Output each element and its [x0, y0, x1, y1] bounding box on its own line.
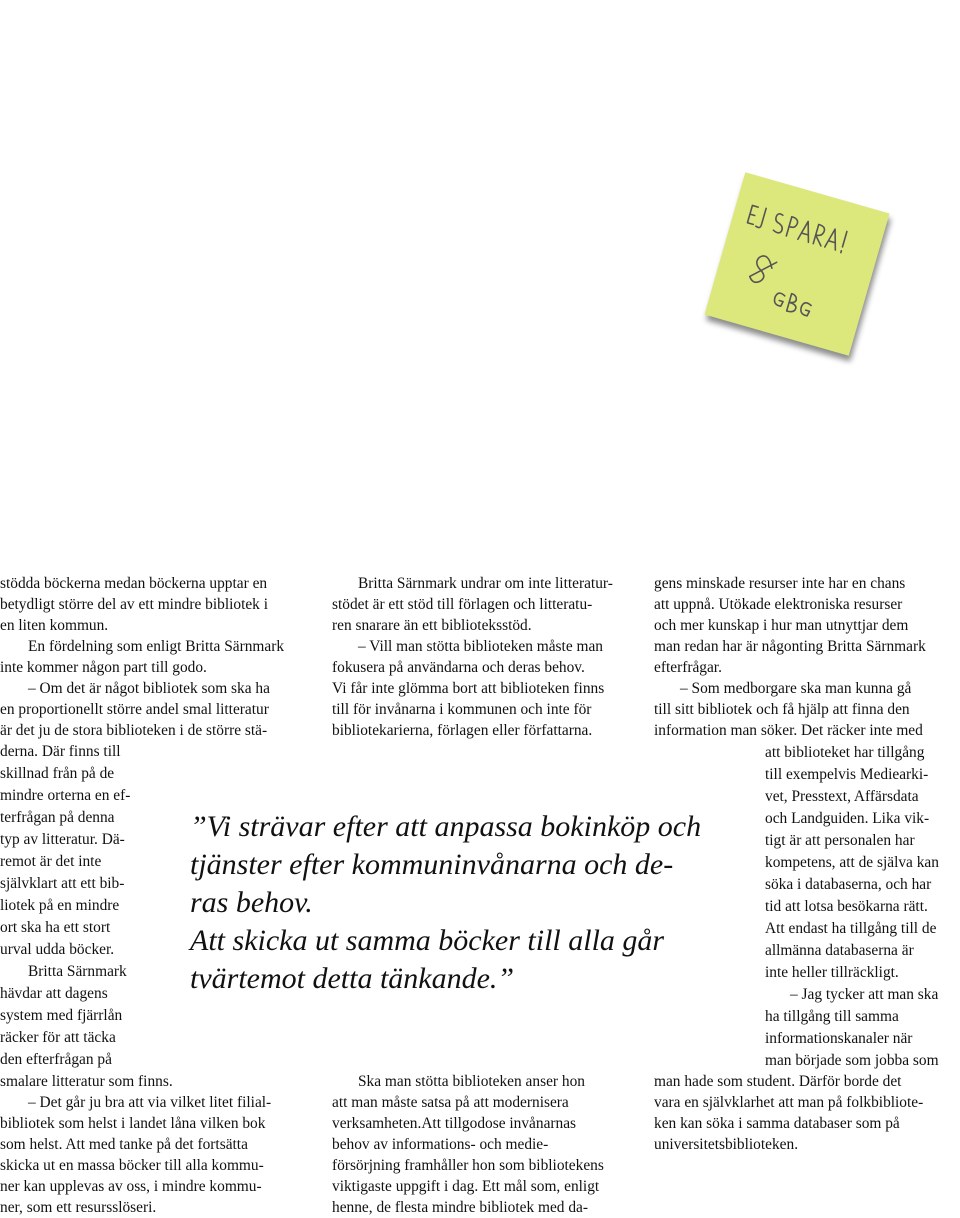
text-line: – Vill man stötta biblioteken måste man — [358, 638, 604, 655]
text-line: hävdar att dagens — [0, 985, 108, 1002]
text-line: en liten kommun. — [0, 617, 109, 634]
sticky-note — [705, 172, 890, 356]
text-line: ken kan söka i samma databaser som på — [654, 1115, 900, 1132]
text-line: betydligt större del av ett mindre bibliotek i — [0, 596, 268, 613]
text-line: vara en självklarhet att man på folkbibliote- — [654, 1094, 924, 1111]
text-line: terfrågan på denna — [0, 809, 115, 826]
text-line: ha tillgång till samma — [765, 1008, 899, 1025]
text-line: att uppnå. Utökade elektroniska resurser — [654, 596, 903, 613]
text-line: – Jag tycker att man ska — [790, 986, 939, 1003]
text-line: att man måste satsa på att modernisera — [332, 1094, 569, 1111]
text-line: som helst. Att med tanke på det fortsätta — [0, 1136, 248, 1153]
text-line: allmänna databaserna är — [765, 942, 914, 959]
text-line: urval udda böcker. — [0, 941, 115, 958]
text-line: behov av informations- och medie- — [332, 1136, 549, 1153]
handwriting-ej-spara-gbg — [705, 172, 890, 356]
text-line: bibliotek som helst i landet låna vilken bok — [0, 1115, 266, 1132]
text-line: – Som medborgare ska man kunna gå — [680, 680, 912, 697]
text-line: remot är det inte — [0, 853, 102, 870]
pull-quote-line: ”Vi strävar efter att anpassa bokinköp och — [190, 810, 702, 843]
text-line: typ av litteratur. Dä- — [0, 831, 125, 848]
text-line: man redan har är någonting Britta Särnmark — [654, 638, 926, 655]
pull-quote-line: Att skicka ut samma böcker till alla går — [190, 924, 665, 957]
text-line: system med fjärrlån — [0, 1007, 123, 1024]
text-line: mindre orterna en ef- — [0, 787, 131, 804]
text-line: skicka ut en massa böcker till alla kommu- — [0, 1157, 264, 1174]
pull-quote-line: ras behov. — [190, 886, 313, 919]
text-line: Vi får inte glömma bort att biblioteken finns — [332, 680, 605, 697]
text-line: ner, som ett resursslöseri. — [0, 1199, 157, 1216]
text-line: den efterfrågan på — [0, 1051, 112, 1068]
text-line: räcker för att täcka — [0, 1029, 116, 1046]
text-line: inte kommer någon part till godo. — [0, 659, 207, 676]
text-line: fokusera på användarna och deras behov. — [332, 659, 585, 676]
text-line: En fördelning som enligt Britta Särnmark — [28, 638, 285, 655]
text-line: till exempelvis Mediearki- — [765, 766, 929, 783]
text-line: tid att lotsa besökarna rätt. — [765, 898, 928, 915]
text-line: en proportionellt större andel smal litteratur — [0, 701, 269, 718]
text-line: ner kan upplevas av oss, i mindre kommu- — [0, 1178, 262, 1195]
text-line: man hade som student. Därför borde det — [654, 1073, 902, 1090]
text-line: tigt är att personalen har — [765, 832, 915, 849]
text-line: universitetsbiblioteken. — [654, 1136, 799, 1153]
text-line: att biblioteket har tillgång — [765, 744, 925, 761]
text-line: information man söker. Det räcker inte med — [654, 722, 923, 739]
text-line: henne, de flesta mindre bibliotek med da- — [332, 1199, 588, 1216]
text-line: till sitt bibliotek och få hjälp att finna den — [654, 701, 910, 718]
text-line: vet, Presstext, Affärsdata — [765, 788, 919, 805]
text-line: – Det går ju bra att via vilket litet filial- — [28, 1094, 272, 1111]
text-line: inte heller tillräckligt. — [765, 964, 899, 981]
pull-quote-line: tjänster efter kommuninvånarna och de- — [190, 848, 674, 881]
text-line: derna. Där finns till — [0, 743, 121, 760]
text-line: informationskanaler när — [765, 1030, 913, 1047]
text-line: är det ju de stora biblioteken i de större stä- — [0, 722, 268, 739]
text-line: söka i databaserna, och har — [765, 876, 932, 893]
text-line: Ska man stötta biblioteken anser hon — [358, 1073, 585, 1090]
text-line: till för invånarna i kommunen och inte för — [332, 701, 592, 718]
text-line: och mer kunskap i hur man utnyttjar dem — [654, 617, 909, 634]
text-line: försörjning framhåller hon som bibliotekens — [332, 1157, 604, 1174]
text-line: skillnad från på de — [0, 765, 115, 782]
text-line: efterfrågar. — [654, 659, 722, 676]
text-line: bibliotekarierna, förlagen eller författarna. — [332, 722, 593, 739]
text-line: ort ska ha ett stort — [0, 919, 111, 936]
text-line: ren snarare än ett biblioteksstöd. — [332, 617, 532, 634]
text-line: liotek på en mindre — [0, 897, 120, 914]
text-line: självklart att ett bib- — [0, 875, 125, 892]
text-line: Britta Särnmark — [28, 963, 127, 980]
text-line: gens minskade resurser inte har en chans — [654, 575, 906, 592]
text-line: Att endast ha tillgång till de — [765, 920, 937, 937]
text-line: verksamheten.Att tillgodose invånarnas — [332, 1115, 577, 1132]
text-line: kompetens, att de själva kan — [765, 854, 939, 871]
text-line: viktigaste uppgift i dag. Ett mål som, enligt — [332, 1178, 600, 1195]
text-line: man började som jobba som — [765, 1052, 939, 1069]
text-line: stödet är ett stöd till förlagen och litteratu- — [332, 596, 593, 613]
text-line: smalare litteratur som finns. — [0, 1073, 173, 1090]
text-line: Britta Särnmark undrar om inte litteratur- — [358, 575, 613, 592]
text-line: och Landguiden. Lika vik- — [765, 810, 930, 827]
text-line: stödda böckerna medan böckerna upptar en — [0, 575, 268, 592]
text-line: – Om det är något bibliotek som ska ha — [28, 680, 270, 697]
pull-quote-line: tvärtemot detta tänkande.” — [190, 962, 515, 995]
